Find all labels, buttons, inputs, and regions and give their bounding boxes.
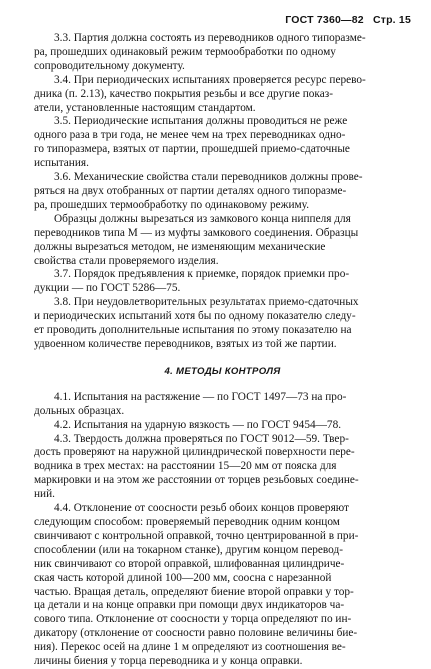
paragraph — [34, 171, 411, 213]
text-line: следующим способом: проверяемый переводник одним концом — [34, 516, 340, 528]
text-line: дость проверяют на наружной цилиндрической поверхности пере- — [34, 446, 355, 459]
page-header — [34, 10, 411, 32]
text-line: свинчивают с контрольной оправкой, точно центрированной в при- — [34, 529, 359, 542]
text-line: дника (п. 2.13), качество покрытия резьбы и все другие показ- — [34, 87, 333, 100]
text-line: Образцы должны вырезаться из замкового конца ниппеля для — [54, 212, 351, 225]
text-line: ний. — [34, 488, 55, 501]
text-line: 4.3. Твердость должна проверяться по ГОСТ 9012—59. Твер- — [54, 432, 349, 445]
paragraph — [34, 433, 411, 503]
text-line: ет проводить дополнительные испытания по этому показателю на — [34, 324, 352, 337]
text-line: 3.3. Партия должна состоять из переводников одного типоразме- — [54, 32, 366, 44]
text-line: испытания. — [34, 157, 89, 170]
text-line: дукции — по ГОСТ 5286—75. — [34, 282, 181, 295]
section-4-body — [34, 391, 411, 669]
text-line: ник свинчивают со второй оправкой, шлифованная цилиндриче- — [34, 557, 345, 570]
paragraph — [34, 391, 411, 419]
text-line: 4.4. Отклонение от соосности резьб обоих концов проверяют — [54, 502, 349, 515]
section-title: 4. МЕТОДЫ КОНТРОЛЯ — [164, 365, 281, 377]
text-line: способлении (или на токарном станке), другим концом перевод- — [34, 543, 343, 556]
text-line: должны вырезаться методом, не изменяющим механические — [34, 240, 326, 253]
text-line: го типоразмера, взятых от партии, прошедшей приемо-сдаточные — [34, 143, 350, 156]
page-number: Стр. 15 — [372, 14, 411, 26]
text-line: 3.8. При неудовлетворительных результатах приемо-сдаточных — [54, 296, 359, 309]
text-line: дольных образцах. — [34, 404, 125, 417]
text-line: маркировки и на этом же расстоянии от торцев резьбовых соедине- — [34, 474, 359, 487]
text-line: ряться на двух отобранных от партии деталях одного типоразме- — [34, 184, 347, 197]
standard-number: ГОСТ 7360—82 — [285, 14, 364, 26]
text-line: атели, установленные настоящим стандартом. — [34, 101, 256, 114]
text-line: свойства стали проверяемого изделия. — [34, 254, 219, 267]
text-line: ская часть которой длиной 100—200 мм, соосна с нарезанной — [34, 571, 332, 584]
paragraph — [34, 296, 411, 352]
paragraph — [34, 502, 411, 669]
text-line: ра, прошедших термообработку по одинаковому режиму. — [34, 198, 310, 211]
text-line: 3.7. Порядок предъявления к приемке, порядок приемки про- — [54, 268, 350, 281]
paragraph — [34, 32, 411, 74]
section-3-body — [34, 32, 411, 352]
text-line: сового типа. Отклонение от соосности у торца определяют по ин- — [34, 613, 352, 626]
text-line: ца детали и на конце оправки при помощи двух индикаторов ча- — [34, 599, 345, 612]
text-line: 4.1. Испытания на растяжение — по ГОСТ 1497—73 на про- — [54, 390, 347, 403]
text-line: и периодических испытаний хотя бы по одному показателю следу- — [34, 310, 356, 323]
text-line: ния). Перекос осей на длине 1 м определяют из соотношения ве- — [34, 641, 346, 654]
text-line: переводников типа М — из муфты замкового соединения. Образцы — [34, 226, 359, 239]
text-line: ра, прошедших одинаковый режим термообработки по одному — [34, 45, 336, 58]
paragraph — [34, 213, 411, 269]
text-line: 3.5. Периодические испытания должны проводиться не реже — [54, 115, 348, 128]
text-line: частью. Вращая деталь, определяют биение второй оправки у тор- — [34, 585, 354, 598]
paragraph — [34, 268, 411, 296]
paragraph — [34, 419, 411, 433]
text-line: одного раза в три года, не менее чем на трех переводниках одно- — [34, 129, 346, 142]
text-line: 4.2. Испытания на ударную вязкость — по ГОСТ 9454—78. — [54, 418, 342, 431]
paragraph — [34, 115, 411, 171]
text-line: водника в трех местах: на расстоянии 15—20 мм от пояска для — [34, 460, 337, 473]
text-line: дикатору (отклонение от соосности равно половине величины бие- — [34, 627, 358, 640]
text-line: личины биения у торца переводника и у конца оправки. — [34, 655, 303, 668]
paragraph — [34, 74, 411, 116]
text-line: удвоенном количестве переводников, взятых из той же партии. — [34, 337, 337, 350]
text-line: сопроводительному документу. — [34, 59, 185, 72]
text-line: 3.6. Механические свойства стали переводников должны прове- — [54, 171, 363, 184]
text-line: 3.4. При периодических испытаниях проверяется ресурс перево- — [54, 73, 366, 86]
